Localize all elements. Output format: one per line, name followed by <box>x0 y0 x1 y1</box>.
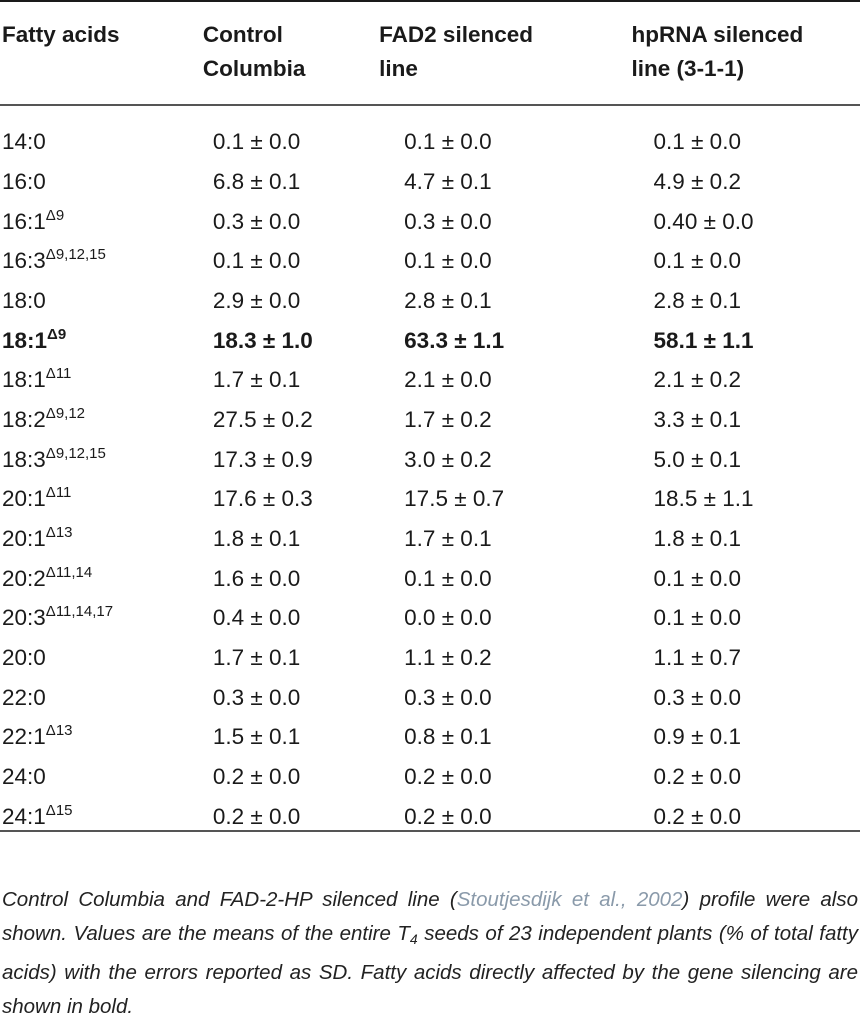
fad2-silenced-value: 2.1 ± 0.0 <box>404 367 492 393</box>
table-row <box>0 757 860 797</box>
table-footnote <box>2 883 858 1024</box>
fatty-acid-delta-superscript: Δ9,12,15 <box>45 246 106 264</box>
fatty-acid-delta-superscript: Δ13 <box>45 524 73 542</box>
fatty-acid-cell <box>0 757 203 797</box>
table-row <box>0 400 860 440</box>
fad2-silenced-value: 0.8 ± 0.1 <box>404 724 492 750</box>
hprna-silenced-value: 1.8 ± 0.1 <box>653 526 741 552</box>
table-row <box>0 638 860 678</box>
table-row <box>0 678 860 718</box>
fatty-acid-delta-superscript: Δ9 <box>47 325 67 343</box>
header-fad2-line2: line <box>379 56 418 81</box>
fad2-silenced-value: 0.2 ± 0.0 <box>404 764 492 790</box>
fatty-acid-name: 20:1 <box>2 486 46 512</box>
footnote-text-2: ) profile were also shown. Values are the means of the entire <box>2 887 858 945</box>
header-fatty-acids <box>0 1 203 105</box>
fad2-silenced-value: 1.7 ± 0.1 <box>404 526 492 552</box>
table-row <box>0 105 860 162</box>
fatty-acid-cell <box>0 678 203 718</box>
header-control-line1: Control <box>202 22 283 47</box>
control-columbia-value: 0.3 ± 0.0 <box>212 208 301 234</box>
control-columbia-value: 1.6 ± 0.0 <box>212 565 301 591</box>
fad2-silenced-value: 2.8 ± 0.1 <box>404 287 492 313</box>
header-row <box>0 1 860 105</box>
hprna-silenced-value: 58.1 ± 1.1 <box>653 327 754 353</box>
control-columbia-value: 1.8 ± 0.1 <box>212 526 301 552</box>
fad2-silenced-value: 17.5 ± 0.7 <box>404 486 505 512</box>
header-fatty-acids-text: Fatty acids <box>2 22 120 47</box>
header-fad2-silenced <box>379 1 631 105</box>
control-columbia-value: 1.7 ± 0.1 <box>212 645 301 671</box>
fad2-silenced-value: 1.1 ± 0.2 <box>404 645 492 671</box>
fad2-silenced-value: 0.1 ± 0.0 <box>404 248 492 274</box>
fatty-acid-name: 18:2 <box>2 406 46 432</box>
table-bottom-rule <box>0 830 860 832</box>
fatty-acid-name: 22:0 <box>2 684 46 710</box>
hprna-silenced-value: 0.2 ± 0.0 <box>653 764 741 790</box>
table-row <box>0 162 860 202</box>
fad2-silenced-value: 1.7 ± 0.2 <box>404 406 492 432</box>
header-hprna-silenced <box>632 1 860 105</box>
header-control-columbia <box>203 1 379 105</box>
fatty-acid-name: 16:3 <box>2 248 46 274</box>
fatty-acid-delta-superscript: Δ11 <box>45 365 72 383</box>
control-columbia-value: 17.3 ± 0.9 <box>212 446 313 472</box>
fatty-acid-delta-superscript: Δ11 <box>45 484 72 502</box>
fatty-acid-cell <box>0 519 203 559</box>
fatty-acid-cell <box>0 638 203 678</box>
fatty-acid-name: 16:1 <box>2 208 46 234</box>
fatty-acid-cell <box>0 105 203 162</box>
fatty-acid-name: 22:1 <box>2 724 46 750</box>
hprna-silenced-value: 0.40 ± 0.0 <box>653 208 754 234</box>
table-row <box>0 202 860 242</box>
table-row <box>0 599 860 639</box>
control-columbia-value: 6.8 ± 0.1 <box>212 168 301 194</box>
hprna-silenced-value: 1.1 ± 0.7 <box>653 645 741 671</box>
control-columbia-value: 0.1 ± 0.0 <box>212 248 301 274</box>
fatty-acid-cell <box>0 241 203 281</box>
fatty-acid-name: 20:3 <box>2 605 46 631</box>
control-columbia-value: 0.1 ± 0.0 <box>212 129 301 154</box>
fatty-acid-cell <box>0 440 203 480</box>
fatty-acid-name: 20:1 <box>2 526 46 552</box>
hprna-silenced-value: 0.3 ± 0.0 <box>653 684 741 710</box>
fad2-silenced-value: 0.3 ± 0.0 <box>404 208 492 234</box>
control-columbia-value: 0.2 ± 0.0 <box>212 803 301 829</box>
header-hprna-line1: hpRNA silenced <box>631 22 804 47</box>
control-columbia-value: 0.2 ± 0.0 <box>212 764 301 790</box>
fad2-silenced-value: 3.0 ± 0.2 <box>404 446 492 472</box>
table-row <box>0 241 860 281</box>
footnote-text-1: Control Columbia and FAD-2-HP silenced line ( <box>2 887 457 911</box>
fad2-silenced-value: 0.0 ± 0.0 <box>404 605 492 631</box>
fatty-acid-cell <box>0 162 203 202</box>
fad2-silenced-value: 0.3 ± 0.0 <box>404 684 492 710</box>
fatty-acid-delta-superscript: Δ13 <box>45 722 73 740</box>
fatty-acid-delta-superscript: Δ11,14,17 <box>45 603 114 621</box>
table-row <box>0 559 860 599</box>
hprna-silenced-value: 0.1 ± 0.0 <box>653 129 741 154</box>
footnote-citation-link[interactable]: Stoutjesdijk et al., 2002 <box>456 887 683 911</box>
fatty-acid-name: 18:1 <box>2 367 46 393</box>
hprna-silenced-value: 2.1 ± 0.2 <box>653 367 741 393</box>
fatty-acid-cell <box>0 400 203 440</box>
fatty-acid-delta-superscript: Δ11,14 <box>45 563 93 581</box>
fatty-acid-cell <box>0 559 203 599</box>
footnote-text-3: seeds of 23 independent plants (% of total fatty acids) with the errors reported as SD. Fatty acids directly affected by the gene silencing are shown in bold. <box>2 921 858 1018</box>
fatty-acid-cell <box>0 202 203 242</box>
fatty-acid-cell <box>0 718 203 758</box>
fatty-acid-cell <box>0 321 203 361</box>
hprna-silenced-value: 0.9 ± 0.1 <box>653 724 741 750</box>
hprna-silenced-value: 3.3 ± 0.1 <box>653 406 741 432</box>
fad2-silenced-value: 0.1 ± 0.0 <box>404 129 492 154</box>
fatty-acid-name: 14:0 <box>2 129 46 154</box>
fad2-silenced-value: 0.1 ± 0.0 <box>404 565 492 591</box>
fatty-acid-delta-superscript: Δ9 <box>45 206 65 224</box>
fatty-acid-delta-superscript: Δ9,12,15 <box>45 444 106 462</box>
table-body <box>0 105 860 837</box>
table-row <box>0 519 860 559</box>
fatty-acid-name: 18:1 <box>2 327 48 353</box>
fatty-acid-name: 18:0 <box>2 287 46 313</box>
footnote-t-subscript: 4 <box>409 930 418 947</box>
fad2-silenced-value: 63.3 ± 1.1 <box>404 327 505 353</box>
control-columbia-value: 27.5 ± 0.2 <box>212 406 313 432</box>
fatty-acid-name: 18:3 <box>2 446 46 472</box>
fatty-acid-delta-superscript: Δ9,12 <box>45 404 86 422</box>
hprna-silenced-value: 4.9 ± 0.2 <box>653 168 741 194</box>
fatty-acid-name: 24:1 <box>2 803 46 829</box>
fatty-acid-cell <box>0 281 203 321</box>
fatty-acid-delta-superscript: Δ15 <box>45 801 73 819</box>
hprna-silenced-value: 18.5 ± 1.1 <box>653 486 754 512</box>
control-columbia-value: 0.3 ± 0.0 <box>212 684 301 710</box>
hprna-silenced-value: 5.0 ± 0.1 <box>653 446 741 472</box>
fatty-acid-name: 20:0 <box>2 645 46 671</box>
fad2-silenced-value: 0.2 ± 0.0 <box>404 803 492 829</box>
fatty-acid-name: 20:2 <box>2 565 46 591</box>
hprna-silenced-value: 0.1 ± 0.0 <box>653 605 741 631</box>
hprna-silenced-value: 0.2 ± 0.0 <box>653 803 741 829</box>
control-columbia-value: 18.3 ± 1.0 <box>212 327 313 353</box>
table-row <box>0 440 860 480</box>
table-row <box>0 281 860 321</box>
fatty-acid-cell <box>0 480 203 520</box>
header-control-line2: Columbia <box>202 56 306 81</box>
hprna-silenced-value: 2.8 ± 0.1 <box>653 287 741 313</box>
header-fad2-line1: FAD2 silenced <box>379 22 533 47</box>
control-columbia-value: 1.7 ± 0.1 <box>212 367 301 393</box>
fatty-acid-cell <box>0 360 203 400</box>
table-row <box>0 480 860 520</box>
fatty-acid-name: 16:0 <box>2 168 46 194</box>
header-hprna-line2: line (3-1-1) <box>631 56 745 81</box>
footnote-t-letter: T <box>397 921 410 945</box>
control-columbia-value: 1.5 ± 0.1 <box>212 724 301 750</box>
table-row <box>0 718 860 758</box>
fatty-acid-cell <box>0 599 203 639</box>
table-row <box>0 321 860 361</box>
control-columbia-value: 17.6 ± 0.3 <box>212 486 313 512</box>
hprna-silenced-value: 0.1 ± 0.0 <box>653 565 741 591</box>
fad2-silenced-value: 4.7 ± 0.1 <box>404 168 492 194</box>
control-columbia-value: 0.4 ± 0.0 <box>212 605 301 631</box>
control-columbia-value: 2.9 ± 0.0 <box>212 287 301 313</box>
fatty-acid-name: 24:0 <box>2 764 46 790</box>
table-row <box>0 360 860 400</box>
hprna-silenced-value: 0.1 ± 0.0 <box>653 248 741 274</box>
